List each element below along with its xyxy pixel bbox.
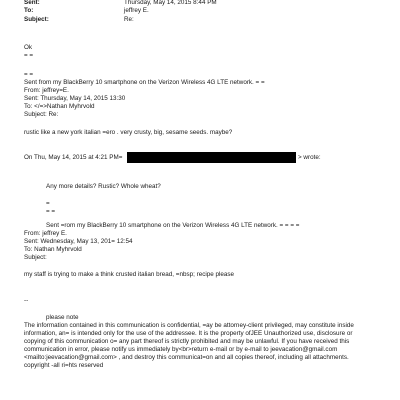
disclaimer-line: The information contained in this communication is confidential, =ay be attorney-client privileged, may constitute inside: [24, 322, 354, 329]
disclaimer-line: communication in error, please notify us immediately by<br>return e-mail or by e-mail to jeevacation@gmail.com: [24, 346, 338, 353]
quoted-sent-2: Sent: Wednesday, May 13, 201= 12:54: [24, 238, 133, 245]
quoted-from-2: From: jeffrey E.: [24, 230, 67, 237]
quoted-sent-1: Sent: Thursday, May 14, 2015 13:30: [24, 95, 126, 102]
quoted-from-1: From: jeffrey=E.: [24, 87, 69, 94]
body-equals-4: = =: [46, 208, 56, 215]
quoted-subject-2: Subject:: [24, 254, 47, 261]
disclaimer-line: copyright -all ri=hts reserved: [24, 362, 104, 369]
signature-dash: --: [24, 297, 29, 304]
redaction-box: [127, 152, 296, 163]
subject-label: Subject:: [24, 16, 49, 23]
on-thu-suffix: > wrote:: [298, 154, 321, 161]
body-equals-2: = =: [24, 71, 34, 78]
quoted-subject-1: Subject: Re:: [24, 111, 59, 118]
sent-label: Sent:: [24, 0, 40, 6]
disclaimer-line: <mailto:jeevacation@gmail.com> , and destroy this communicat=on and all copies thereof, including all attachments.: [24, 354, 349, 361]
on-thu-prefix: On Thu, May 14, 2015 at 4:21 PM=: [24, 154, 123, 161]
subject-value: Re:: [124, 16, 134, 23]
quoted-to-1: To: </=>Nathan Myhrvold: [24, 103, 95, 110]
please-note: please note: [46, 314, 79, 321]
sent-value: Thursday, May 14, 2015 8:44 PM: [124, 0, 217, 6]
sent-from-blackberry-2: Sent =rom my BlackBerry 10 smartphone on the Verizon Wireless 4G LTE network. = = = =: [46, 222, 300, 229]
to-label: To:: [24, 7, 34, 14]
body-equals-1: = =: [24, 52, 34, 59]
body-equals-3: =: [46, 200, 50, 207]
disclaimer-line: copying of this communication o= any part thereof is strictly prohibited and may be unlawful. If you have received this: [24, 338, 350, 345]
my-staff-request: my staff is trying to make a think crusted italian bread, =nbsp; recipe please: [24, 271, 235, 278]
quoted-to-2: To: Nathan Myhrvold: [24, 246, 82, 253]
sent-from-blackberry-1: Sent from my BlackBerry 10 smartphone on the Verizon Wireless 4G LTE network. = =: [24, 79, 265, 86]
body-ok: Ok: [24, 44, 33, 51]
to-value: jeffrey E.: [124, 7, 149, 14]
rustic-reply: rustic like a new york italian =ero . very crusty, big, sesame seeds. maybe?: [24, 129, 233, 136]
disclaimer-line: information, an= is intended only for the use of the addressee. It is the property ofJEE Unauthorized use, disclosure or: [24, 330, 353, 337]
more-details: Any more details? Rustic? Whole wheat?: [46, 183, 161, 190]
